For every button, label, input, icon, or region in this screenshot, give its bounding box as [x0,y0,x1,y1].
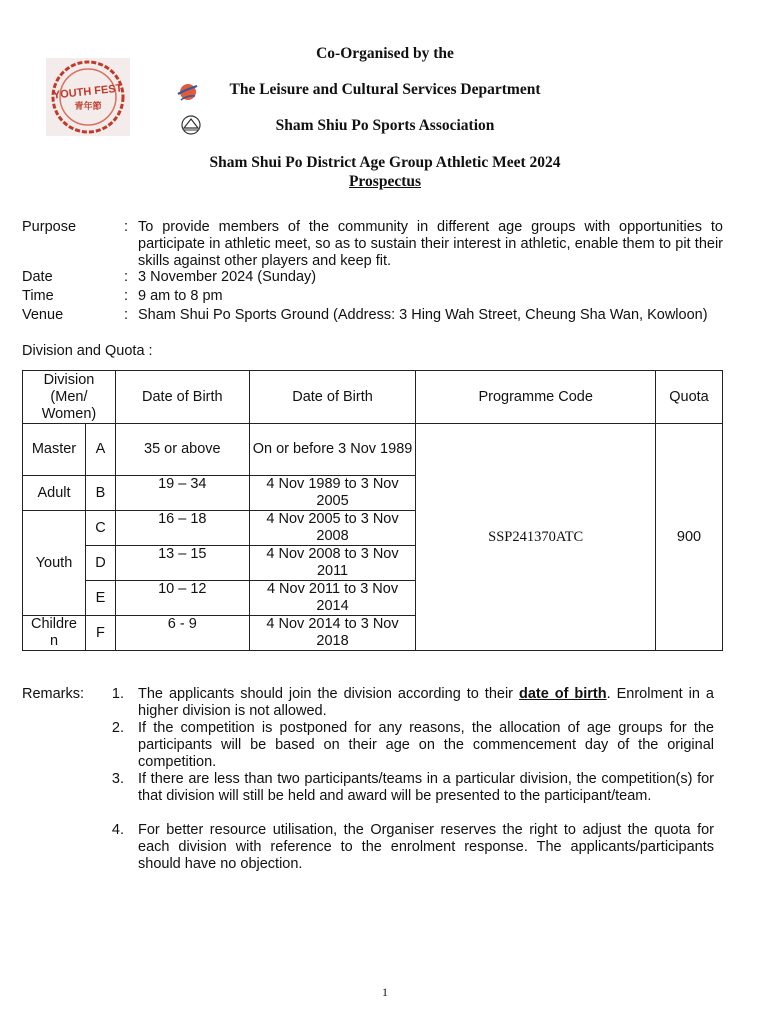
programme-code: SSP241370ATC [416,424,656,651]
header-quota: Quota [656,371,723,424]
header-programme-code: Programme Code [416,371,656,424]
remark-text: If there are less than two participants/teams in a particular division, the competition(s) for that division will still be held and award will be presented to the participant/team. [138,771,714,804]
division-quota-heading: Division and Quota : [22,343,153,359]
sspsa-logo [180,115,202,135]
age-range: 16 – 18 [115,511,249,546]
division-letter: C [85,511,115,546]
event-title: Sham Shui Po District Age Group Athletic Meet 2024 [209,154,561,171]
division-letter: F [85,616,115,651]
svg-text:青年節: 青年節 [74,102,102,112]
organiser-lcsd: The Leisure and Cultural Services Department [229,81,541,98]
header-dob-age: Date of Birth [115,371,249,424]
table-header-row [23,371,723,424]
date-colon: : [124,269,129,285]
header-dob-range: Date of Birth [249,371,416,424]
birth-date-range: 4 Nov 2014 to 3 Nov 2018 [249,616,416,651]
division-letter: A [85,424,115,476]
age-range: 6 - 9 [115,616,249,651]
quota-value: 900 [656,424,723,651]
group-adult: Adult [23,476,86,511]
age-range: 13 – 15 [115,546,249,581]
venue-text: Sham Shui Po Sports Ground (Address: 3 Hing Wah Street, Cheung Sha Wan, Kowloon) [138,307,708,323]
remark-number: 1. [111,686,124,702]
remark-number: 2. [111,720,124,736]
birth-date-range: 4 Nov 1989 to 3 Nov 2005 [249,476,416,511]
remark-text: For better resource utilisation, the Organiser reserves the right to adjust the quota for each division with reference to the enrolment response. The applicants/participants should have no objection. [138,822,714,872]
remark-text [138,686,714,720]
group-youth: Youth [23,511,86,616]
remark-number: 3. [111,771,124,787]
organiser-sspsa: Sham Shiu Po Sports Association [275,117,495,134]
time-label: Time [22,288,54,304]
header-division: Division (Men/ Women) [23,371,116,424]
remark-text-after: . Enrolment in a higher division is not allowed. [138,686,714,719]
venue-label: Venue [22,307,64,323]
division-letter: D [85,546,115,581]
age-range: 35 or above [115,424,249,476]
purpose-label: Purpose [22,219,77,235]
purpose-colon: : [124,219,129,235]
group-children: Childre n [23,616,86,651]
remark-emphasis: date of birth [518,686,607,702]
date-text: 3 November 2024 (Sunday) [138,269,317,285]
division-letter: B [85,476,115,511]
remark-number: 4. [111,822,124,838]
birth-date-range: 4 Nov 2008 to 3 Nov 2011 [249,546,416,581]
group-master: Master [23,424,86,476]
lcsd-logo [175,80,201,104]
youth-fest-logo [46,58,130,136]
age-range: 10 – 12 [115,581,249,616]
birth-date-range: On or before 3 Nov 1989 [249,424,416,476]
remark-text: If the competition is postponed for any reasons, the allocation of age groups for the participants will be based on their age on the commencement day of the original competition. [138,720,714,770]
division-letter: E [85,581,115,616]
purpose-text: To provide members of the community in different age groups with opportunities to participate in athletic meet, so as to sustain their interest in athletic, enable them to pit their skills against other players and keep fit. [138,219,723,269]
table-row [23,424,723,476]
document-subtitle: Prospectus [348,173,422,190]
division-quota-table [22,370,723,651]
time-text: 9 am to 8 pm [138,288,223,304]
birth-date-range: 4 Nov 2005 to 3 Nov 2008 [249,511,416,546]
date-label: Date [22,269,53,285]
page-number: 1 [382,985,388,999]
remarks-label: Remarks: [22,686,85,702]
svg-text:YOUTH FEST: YOUTH FEST [52,82,123,102]
birth-date-range: 4 Nov 2011 to 3 Nov 2014 [249,581,416,616]
age-range: 19 – 34 [115,476,249,511]
remark-text-before: The applicants should join the division according to their [138,686,519,702]
time-colon: : [124,288,129,304]
venue-colon: : [124,307,129,323]
co-organised-heading: Co-Organised by the [316,45,454,62]
